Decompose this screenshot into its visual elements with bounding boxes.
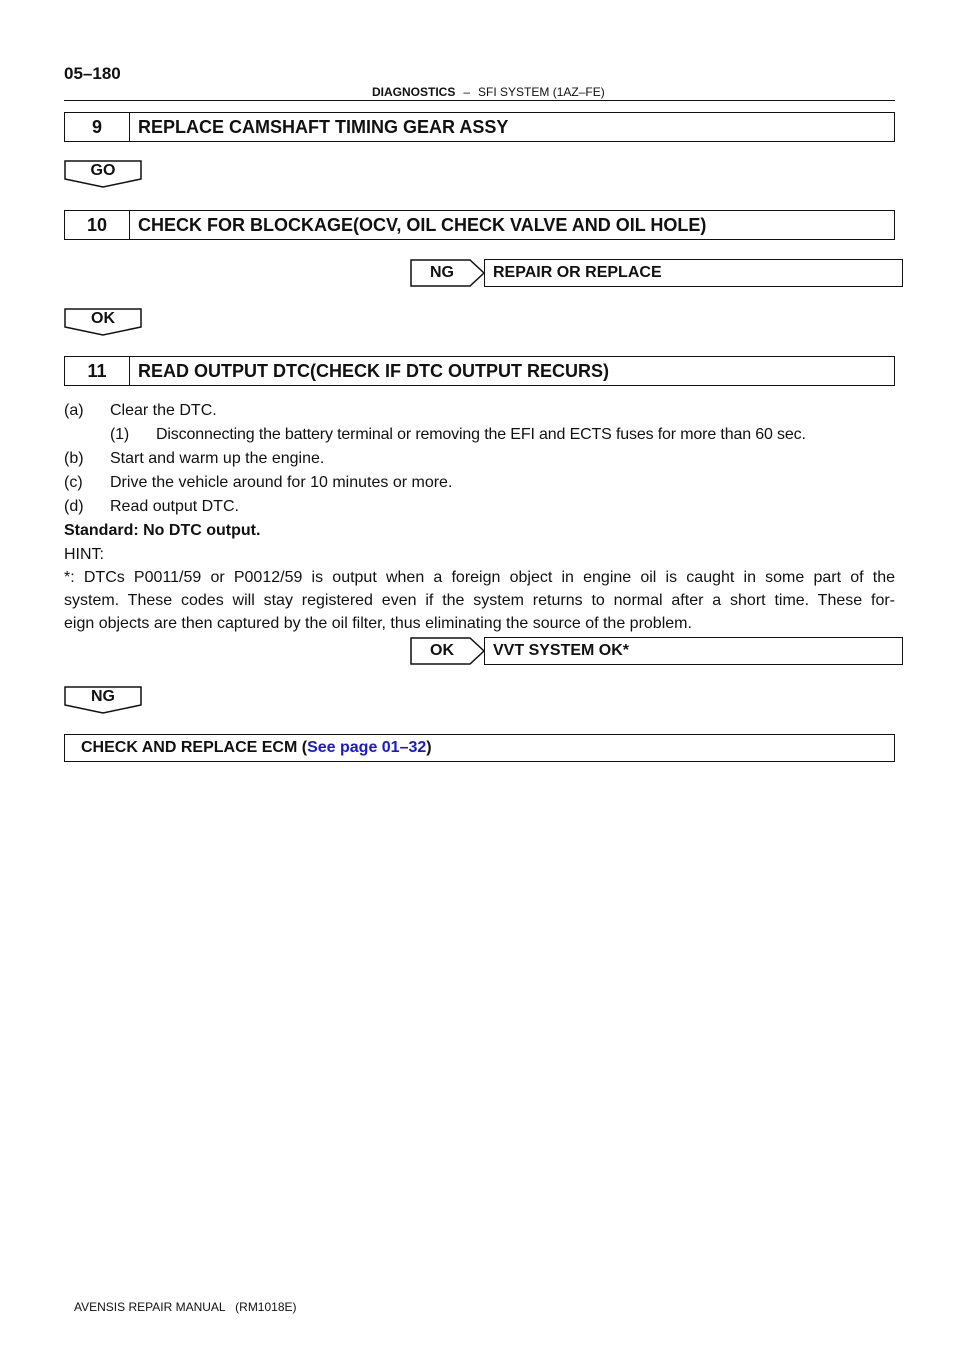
tag-label: GO: [90, 162, 116, 179]
step-title: REPLACE CAMSHAFT TIMING GEAR ASSY: [138, 116, 509, 137]
running-header: [372, 85, 605, 99]
step-title: READ OUTPUT DTC(CHECK IF DTC OUTPUT RECURS): [138, 360, 609, 381]
item-label: (c): [64, 474, 83, 491]
final-action-box: [64, 734, 895, 762]
step-title: CHECK FOR BLOCKAGE(OCV, OIL CHECK VALVE AND OIL HOLE): [138, 214, 707, 235]
branch-code: OK: [430, 642, 454, 659]
header-separator: –: [463, 85, 471, 99]
tag-label: NG: [91, 688, 115, 705]
branch-action: REPAIR OR REPLACE: [484, 259, 903, 287]
procedure-item-a1: [110, 423, 806, 446]
branch-action: VVT SYSTEM OK*: [484, 637, 903, 665]
subsection-title: SFI SYSTEM (1AZ–FE): [478, 85, 605, 99]
item-text: Disconnecting the battery terminal or removing the EFI and ECTS fuses for more than 60 sec.: [156, 426, 806, 443]
final-action-suffix: ): [426, 739, 432, 756]
footer-manual-id: AVENSIS REPAIR MANUAL (RM1018E): [74, 1300, 297, 1314]
procedure-item-a: [64, 399, 217, 422]
step-11-box: [64, 356, 895, 386]
hint-line: *: DTCs P0011/59 or P0012/59 is output when a foreign object in engine oil is caught in some part of the: [64, 569, 895, 586]
ok-branch: [410, 637, 895, 665]
item-text: Drive the vehicle around for 10 minutes or more.: [110, 474, 453, 491]
ok-tag: [64, 308, 142, 336]
branch-code: NG: [430, 264, 454, 281]
item-label: (b): [64, 450, 84, 467]
ng-branch: [410, 259, 895, 287]
item-label: (d): [64, 498, 84, 515]
see-page-link[interactable]: See page 01–32: [307, 739, 427, 756]
procedure-item-c: [64, 471, 452, 494]
item-text: Start and warm up the engine.: [110, 450, 325, 467]
step-number: 9: [65, 113, 130, 141]
step-9-box: [64, 112, 895, 142]
ng-tag: [64, 686, 142, 714]
hint-paragraph: [64, 566, 895, 635]
item-text: Clear the DTC.: [110, 402, 217, 419]
header-rule: [64, 100, 895, 101]
section-title: DIAGNOSTICS: [372, 85, 456, 99]
go-tag: [64, 160, 142, 188]
hint-label: HINT:: [64, 546, 104, 563]
step-10-box: [64, 210, 895, 240]
procedure-item-b: [64, 447, 324, 470]
item-label: (1): [110, 426, 130, 443]
tag-label: OK: [91, 310, 115, 327]
final-action-text: CHECK AND REPLACE ECM (: [81, 739, 308, 756]
standard-text: Standard: No DTC output.: [64, 522, 261, 539]
hint-line: eign objects are then captured by the oil filter, thus eliminating the source of the problem.: [64, 615, 692, 632]
hint-line: system. These codes will stay registered even if the system returns to normal after a short time. These for-: [64, 592, 895, 609]
item-label: (a): [64, 402, 84, 419]
procedure-item-d: [64, 495, 239, 518]
page-number: 05–180: [64, 64, 121, 83]
step-number: 10: [65, 211, 130, 239]
item-text: Read output DTC.: [110, 498, 239, 515]
step-number: 11: [65, 357, 130, 385]
